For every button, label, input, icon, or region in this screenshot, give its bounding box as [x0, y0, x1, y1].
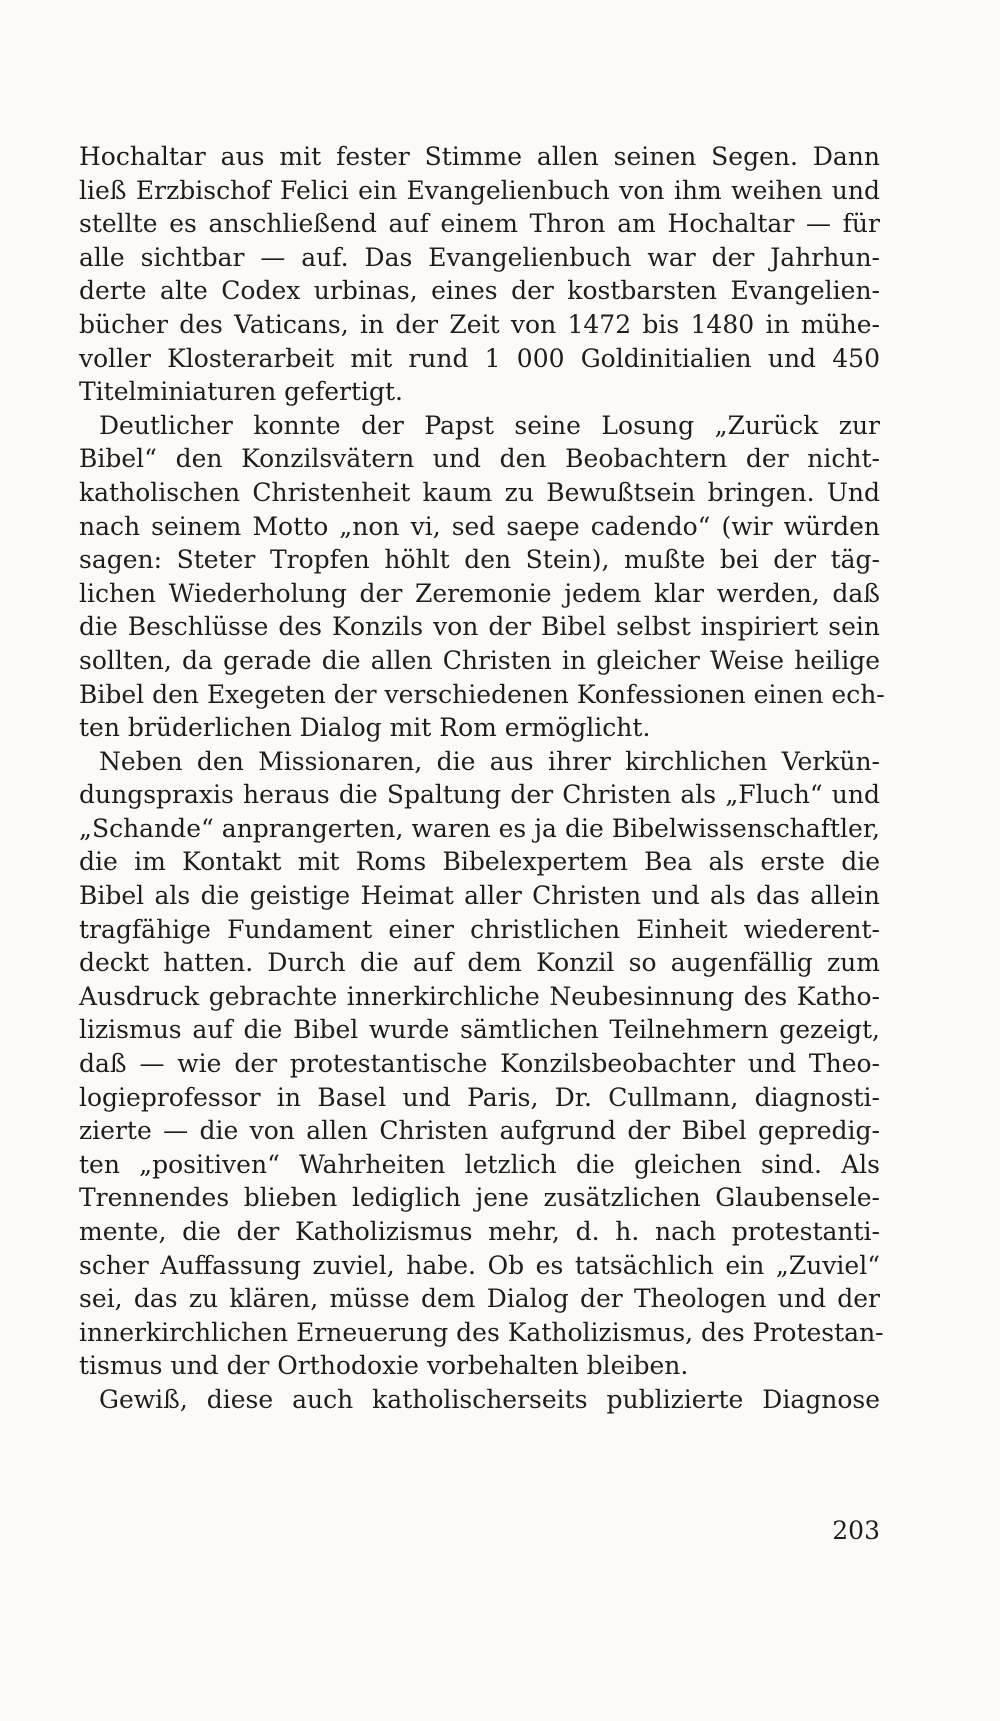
text-line: nach seinem Motto „non vi, sed saepe cadendo“ (wir würden: [79, 511, 880, 541]
text-line: derte alte Codex urbinas, eines der kostbarsten Evangelien-: [79, 276, 880, 306]
text-line: voller Klosterarbeit mit rund 1 000 Goldinitialien und 450: [79, 343, 880, 373]
text-line: ten „positiven“ Wahrheiten letzlich die gleichen sind. Als: [79, 1149, 880, 1179]
text-line: deckt hatten. Durch die auf dem Konzil so augenfällig zum: [79, 948, 880, 978]
text-line: Hochaltar aus mit fester Stimme allen seinen Segen. Dann: [79, 142, 880, 171]
text-line: Deutlicher konnte der Papst seine Losung „Zurück zur: [99, 410, 880, 440]
text-line: dungspraxis heraus die Spaltung der Christen als „Fluch“ und: [79, 780, 880, 810]
text-line: Neben den Missionaren, die aus ihrer kirchlichen Verkün-: [99, 746, 880, 776]
text-line: bücher des Vaticans, in der Zeit von 1472 bis 1480 in mühe-: [79, 309, 880, 339]
text-line: stellte es anschließend auf einem Thron am Hochaltar — für: [79, 209, 880, 239]
text-line: Trennendes blieben lediglich jene zusätzlichen Glaubensele-: [79, 1183, 880, 1213]
text-line: Ausdruck gebrachte innerkirchliche Neubesinnung des Katho-: [79, 981, 880, 1011]
text-line: innerkirchlichen Erneuerung des Katholizismus, des Protestan-: [79, 1317, 884, 1347]
text-line: die im Kontakt mit Roms Bibelexpertem Bea als erste die: [79, 847, 880, 877]
text-line: daß — wie der protestantische Konzilsbeobachter und Theo-: [79, 1049, 880, 1079]
text-line: lizismus auf die Bibel wurde sämtlichen Teilnehmern gezeigt,: [79, 1015, 880, 1045]
text-line: die Beschlüsse des Konzils von der Bibel selbst inspiriert sein: [79, 612, 880, 642]
text-line: sei, das zu klären, müsse dem Dialog der Theologen und der: [79, 1284, 880, 1314]
text-line: lichen Wiederholung der Zeremonie jedem klar werden, daß: [79, 578, 880, 608]
text-line: zierte — die von allen Christen aufgrund der Bibel gepredig-: [79, 1116, 880, 1146]
text-line: Bibel“ den Konzilsvätern und den Beobachtern der nicht-: [79, 444, 880, 474]
text-line: alle sichtbar — auf. Das Evangelienbuch war der Jahrhun-: [79, 242, 880, 272]
text-line: sollten, da gerade die allen Christen in gleicher Weise heilige: [79, 645, 880, 675]
text-line: sagen: Steter Tropfen höhlt den Stein), mußte bei der täg-: [79, 545, 880, 575]
text-line: Bibel den Exegeten der verschiedenen Konfessionen einen ech-: [79, 679, 885, 709]
text-line: tismus und der Orthodoxie vorbehalten bleiben.: [79, 1351, 689, 1381]
text-line: tragfähige Fundament einer christlichen Einheit wiederent-: [79, 914, 880, 944]
text-line: katholischen Christenheit kaum zu Bewußtsein bringen. Und: [79, 477, 880, 507]
text-line: logieprofessor in Basel und Paris, Dr. Cullmann, diagnosti-: [79, 1082, 880, 1112]
text-line: mente, die der Katholizismus mehr, d. h. nach protestanti-: [79, 1217, 880, 1246]
text-line: „Schande“ anprangerten, waren es ja die Bibelwissenschaftler,: [79, 813, 880, 843]
body-text: [79, 140, 885, 1417]
text-line: ließ Erzbischof Felici ein Evangelienbuch von ihm weihen und: [79, 175, 880, 205]
text-line: scher Auffassung zuviel, habe. Ob es tatsächlich ein „Zuviel“: [79, 1250, 880, 1280]
text-line: ten brüderlichen Dialog mit Rom ermöglicht.: [79, 713, 651, 743]
text-line: Titelminiaturen gefertigt.: [79, 377, 403, 407]
text-line: Gewiß, diese auch katholischerseits publizierte Diagnose: [99, 1384, 880, 1414]
page-number: 203: [832, 1516, 880, 1545]
text-line: Bibel als die geistige Heimat aller Christen und als das allein: [79, 881, 880, 911]
